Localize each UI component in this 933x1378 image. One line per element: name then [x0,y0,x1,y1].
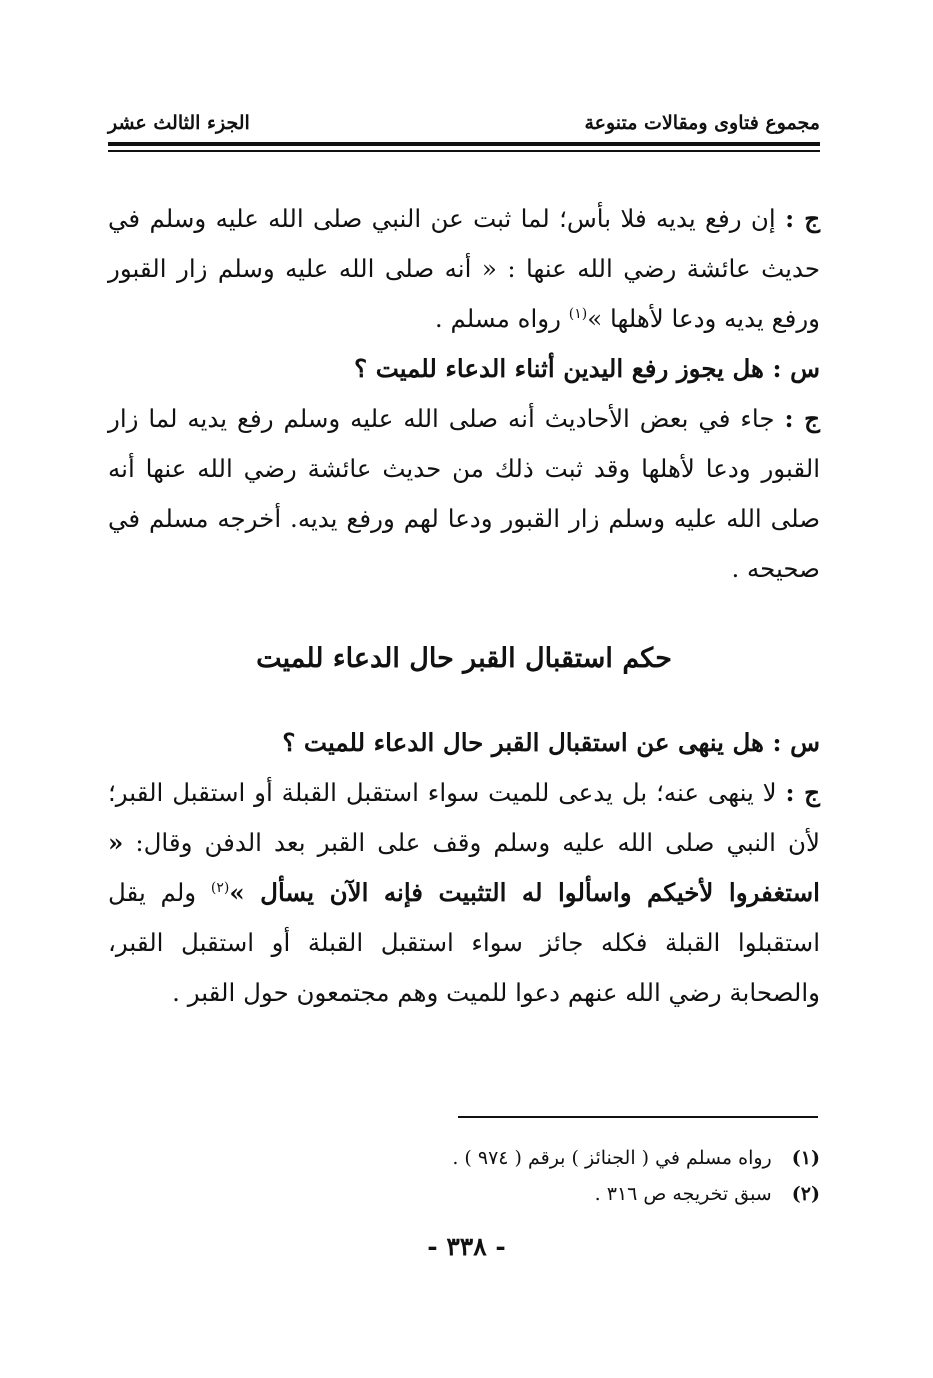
page-number: - ٣٣٨ - [427,1232,506,1261]
section-heading: حكم استقبال القبر حال الدعاء للميت [256,643,672,674]
running-header [108,106,820,140]
footnote-number: (١) [791,1147,820,1169]
answer-text: إن رفع يديه فلا بأس؛ لما ثبت عن النبي صلى الله عليه وسلم في حديث عائشة رضي الله عنها : « أنه صلى الله عليه وسلم زار القبور ورفع يديه ودعا لأهلها » [108,204,820,333]
answer-block-2 [108,718,820,1018]
hadith-quote: « استغفروا لأخيكم واسألوا له التثبيت فإنه الآن يسأل » [108,828,820,907]
answer-paragraph-3 [108,768,820,1018]
footnote-1 [108,1140,820,1176]
question-label: س : [772,354,820,383]
answer-tail: ولم يقل استقبلوا القبلة فكله جائز سواء استقبل القبلة أو استقبل القبر، والصحابة رضي الله عنهم دعوا للميت وهم مجتمعون حول القبر . [108,878,820,1007]
footnote-ref-2: (٢) [210,879,230,896]
question-paragraph-2 [108,718,820,768]
footnote-number: (٢) [791,1183,820,1205]
footnote-ref-1: (١) [568,305,588,322]
question-text: هل ينهى عن استقبال القبر حال الدعاء للميت ؟ [282,728,764,757]
header-rule-thin [108,150,820,152]
answer-label: ج : [785,778,820,807]
header-rule-thick [108,142,820,146]
volume-title: الجزء الثالث عشر [108,112,250,134]
question-paragraph-1 [108,344,820,394]
answer-tail: رواه مسلم . [434,304,561,333]
answer-text: لا ينهى عنه؛ بل يدعى للميت سواء استقبل القبلة أو استقبل القبر؛ لأن النبي صلى الله عليه وسلم وقف على القبر بعد الدفن وقال: [108,778,820,857]
book-title: مجموع فتاوى ومقالات متنوعة [584,112,820,134]
answer-paragraph-2 [108,394,820,594]
answer-label: ج : [785,204,821,233]
answer-text: جاء في بعض الأحاديث أنه صلى الله عليه وسلم رفع يديه لما زار القبور ودعا لأهلها وقد ثبت ذلك من حديث عائشة رضي الله عنها أنه صلى الله عليه وسلم زار القبور ودعا لهم ورفع يديه. أخرجه مسلم في صحيحه . [108,404,820,583]
footnotes [108,1140,820,1212]
footnote-2 [108,1176,820,1212]
question-label: س : [772,728,820,757]
answer-block-1 [108,194,820,594]
footnote-separator [458,1116,818,1118]
answer-paragraph-1 [108,194,820,344]
answer-label: ج : [784,404,820,433]
footnote-text: سبق تخريجه ص ٣١٦ . [594,1183,772,1205]
question-text: هل يجوز رفع اليدين أثناء الدعاء للميت ؟ [354,354,764,383]
footnote-text: رواه مسلم في ( الجنائز ) برقم ( ٩٧٤ ) . [452,1147,772,1169]
